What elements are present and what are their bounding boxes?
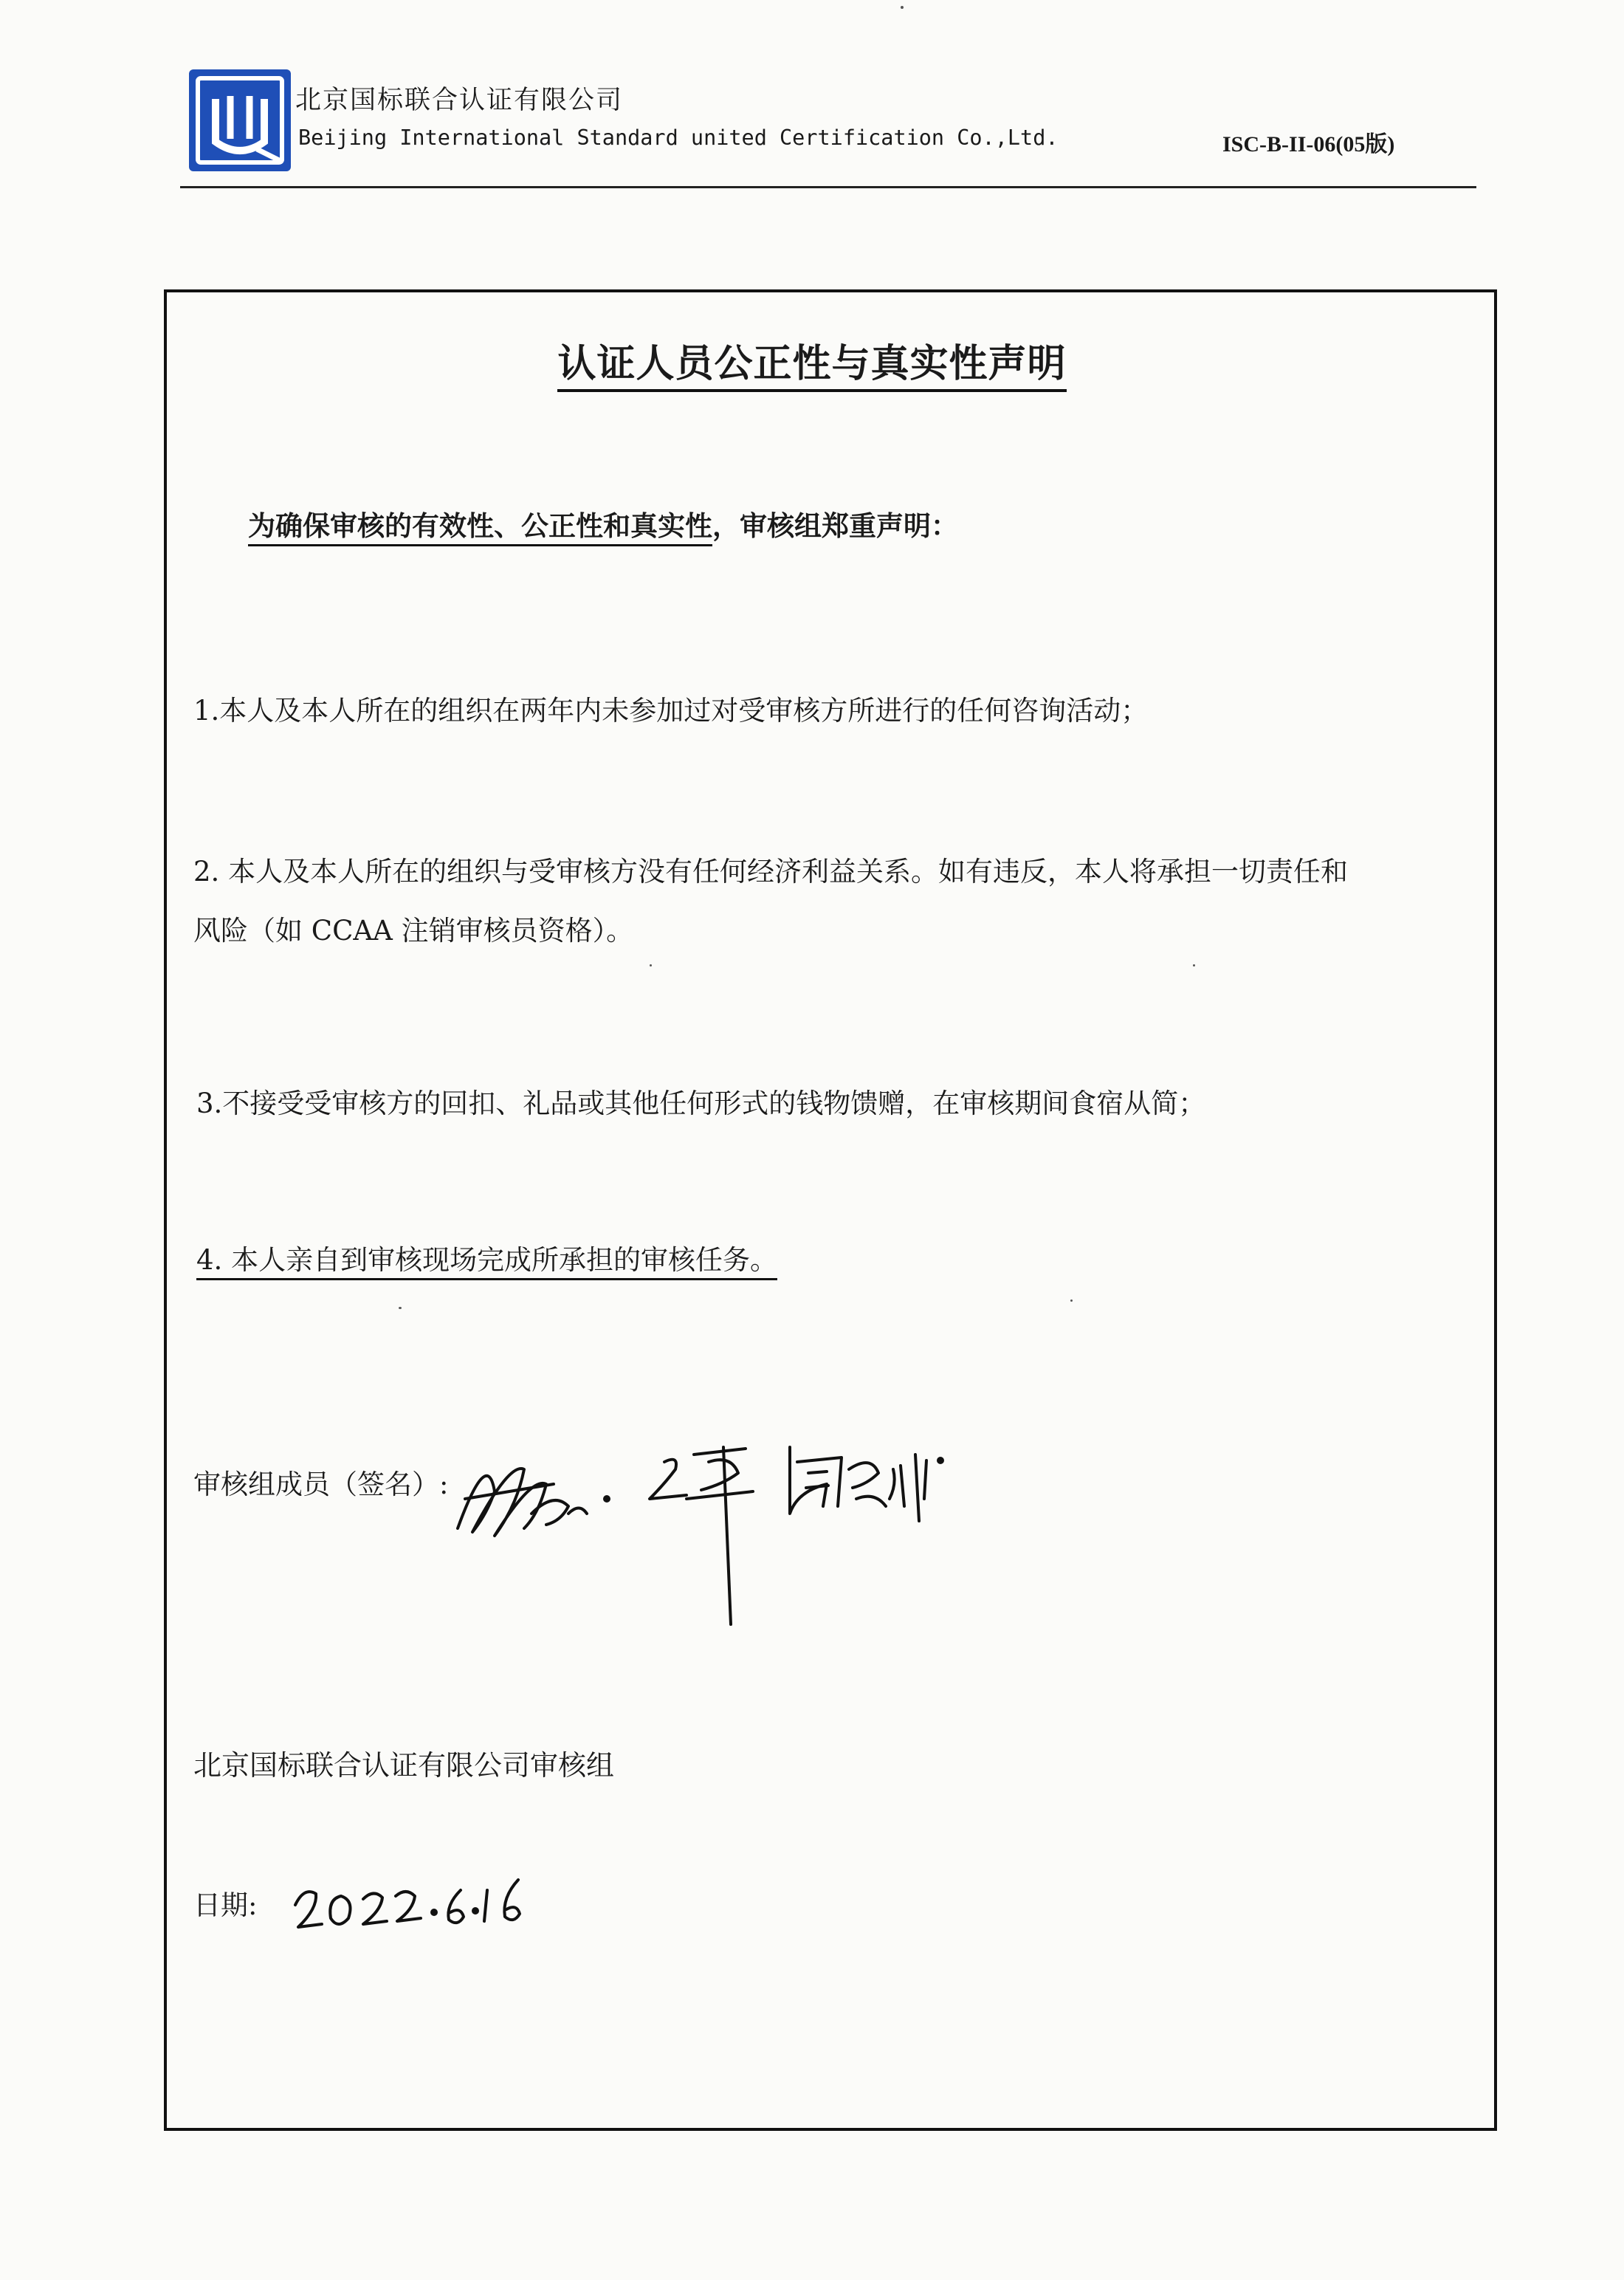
declaration-item-2-continued: 风险（如 CCAA 注销审核员资格）。 xyxy=(193,915,634,947)
scan-speck xyxy=(1070,1299,1073,1302)
document-title-text: 认证人员公正性与真实性声明 xyxy=(557,342,1066,392)
declaration-item-2: 2. 本人及本人所在的组织与受审核方没有任何经济利益关系。如有违反，本人将承担一切责任和 xyxy=(193,856,1349,887)
scan-speck xyxy=(399,1307,402,1309)
scan-speck xyxy=(650,964,652,966)
intro-underlined-text: 为确保审核的有效性、公正性和真实性 xyxy=(248,509,712,546)
header-divider xyxy=(180,186,1476,188)
isc-logo-icon xyxy=(186,66,294,174)
date-label: 日期: xyxy=(193,1889,258,1921)
declaration-item-3: 3.不接受受审核方的回扣、礼品或其他任何形式的钱物馈赠，在审核期间食宿从简； xyxy=(196,1088,1206,1119)
audit-team-organization: 北京国标联合认证有限公司审核组 xyxy=(193,1749,615,1782)
company-name-en: Beijing International Standard united Certification Co.,Ltd. xyxy=(298,126,1059,150)
declaration-item-1: 1.本人及本人所在的组织在两年内未参加过对受审核方所进行的任何咨询活动； xyxy=(193,695,1149,727)
handwritten-date xyxy=(289,1853,533,1942)
scan-speck xyxy=(1193,964,1195,966)
declaration-item-4 xyxy=(196,1237,777,1277)
intro-statement xyxy=(248,504,958,543)
signature-label: 审核组成员（签名）: xyxy=(193,1469,449,1500)
handwritten-signatures xyxy=(443,1403,1004,1639)
scan-speck xyxy=(901,6,904,9)
document-code: ISC-B-II-06(05版) xyxy=(1222,132,1395,157)
declaration-item-4-text: 4. 本人亲自到审核现场完成所承担的审核任务。 xyxy=(196,1244,777,1280)
company-name-cn: 北京国标联合认证有限公司 xyxy=(295,86,624,115)
document-title xyxy=(0,332,1624,388)
intro-rest-text: ，审核组郑重声明： xyxy=(712,509,958,542)
